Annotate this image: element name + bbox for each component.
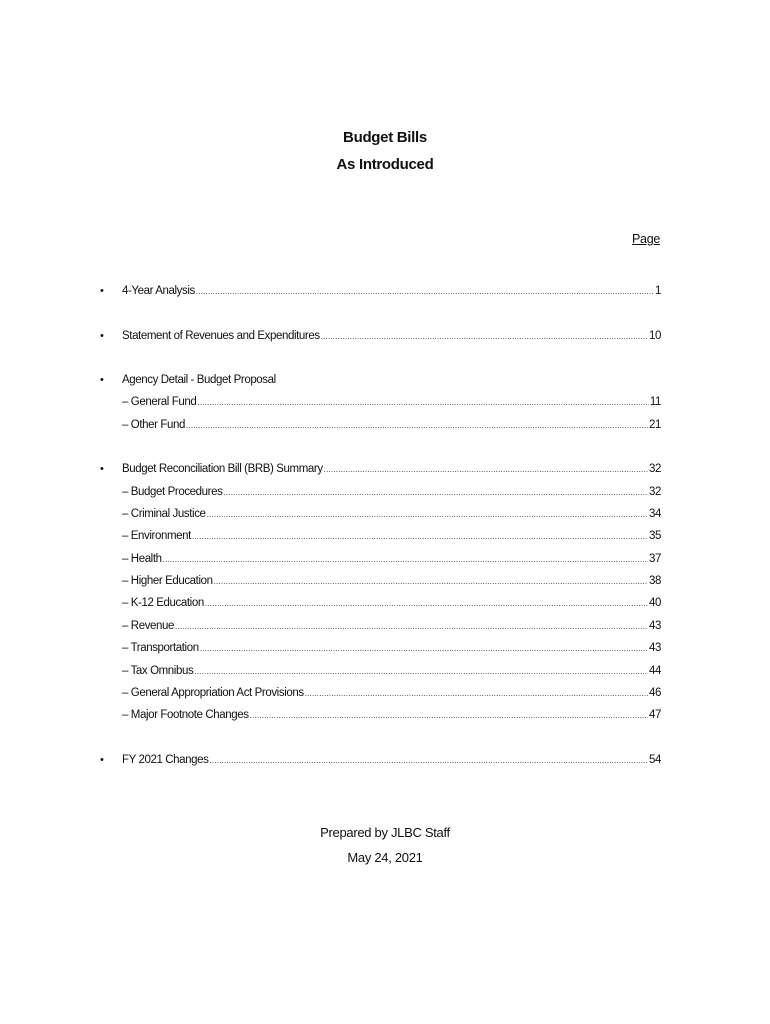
toc-entry-label: Budget Reconciliation Bill (BRB) Summary — [122, 463, 323, 476]
toc-entry-label: – General Fund — [122, 396, 197, 409]
toc-entry — [100, 369, 661, 391]
toc-entry — [100, 324, 661, 346]
toc-entry-content — [122, 620, 661, 632]
toc-entry-page-number: 44 — [649, 664, 661, 677]
dot-leader — [223, 488, 648, 497]
bullet-icon: • — [100, 753, 104, 766]
prepared-by: Prepared by JLBC Staff — [320, 825, 450, 840]
page-column-heading: Page — [632, 232, 660, 246]
toc-entry — [100, 548, 661, 570]
toc-entry-label: – Revenue — [122, 619, 175, 632]
toc-entry-page-number: 10 — [649, 329, 661, 342]
toc-entry-page-number: 32 — [649, 463, 661, 476]
toc-entry-label: 4-Year Analysis — [122, 285, 195, 298]
toc-entry-page-number: 11 — [649, 396, 661, 409]
title-line-1: Budget Bills — [343, 129, 427, 146]
dot-leader — [205, 599, 648, 608]
toc-entry-label: – Environment — [122, 530, 191, 543]
toc-entry-label: – K-12 Education — [122, 597, 204, 610]
toc-entry — [100, 525, 661, 547]
toc-entry-content — [122, 374, 661, 386]
dot-leader — [324, 465, 648, 474]
toc-entry-page-number: 21 — [649, 418, 661, 431]
dot-leader — [163, 555, 648, 564]
toc-entry-label: – Tax Omnibus — [122, 664, 194, 677]
toc-entry-content — [122, 553, 661, 565]
toc-entry — [100, 615, 661, 637]
toc-entry-page-number: 38 — [649, 575, 661, 588]
dot-leader — [186, 421, 648, 430]
dot-leader — [305, 689, 648, 698]
prepared-by-block — [0, 820, 770, 870]
toc-entry-label: Agency Detail - Budget Proposal — [122, 373, 276, 386]
toc-entry — [100, 682, 661, 704]
toc-entry-content — [122, 486, 661, 498]
bullet-icon: • — [100, 285, 104, 298]
toc-entry-content — [122, 508, 661, 520]
toc-entry-label: – Budget Procedures — [122, 485, 223, 498]
toc-entry-label: – General Appropriation Act Provisions — [122, 687, 304, 700]
toc-entry-page-number: 32 — [649, 485, 661, 498]
prepared-date: May 24, 2021 — [347, 850, 423, 865]
toc-entry-page-number: 1 — [655, 285, 661, 298]
toc-entry-content — [122, 396, 661, 408]
toc-entry-page-number: 40 — [649, 597, 661, 610]
dot-leader — [207, 510, 648, 519]
toc-section — [100, 369, 661, 436]
toc-entry — [100, 704, 661, 726]
toc-entry-label: – Criminal Justice — [122, 507, 206, 520]
toc-entry-label: Statement of Revenues and Expenditures — [122, 329, 320, 342]
toc-entry-content — [122, 285, 661, 297]
toc-entry-content — [122, 709, 661, 721]
dot-leader — [175, 622, 648, 631]
toc-entry — [100, 749, 661, 771]
toc-entry-content — [122, 597, 661, 609]
toc-entry-label: – Other Fund — [122, 418, 185, 431]
toc-entry-content — [122, 463, 661, 475]
toc-entry-page-number: 46 — [649, 687, 661, 700]
dot-leader — [214, 577, 648, 586]
toc-entry — [100, 480, 661, 502]
toc-entry-label: – Major Footnote Changes — [122, 709, 249, 722]
toc-entry — [100, 391, 661, 413]
toc-entry-content — [122, 575, 661, 587]
toc-entry — [100, 458, 661, 480]
dot-leader — [200, 644, 648, 653]
toc-entry-label: – Transportation — [122, 642, 199, 655]
toc-entry-content — [122, 665, 661, 677]
toc-entry-label: – Health — [122, 552, 162, 565]
toc-entry — [100, 637, 661, 659]
table-of-contents — [100, 280, 661, 793]
bullet-icon: • — [100, 463, 104, 476]
toc-entry-content — [122, 642, 661, 654]
toc-section — [100, 324, 661, 346]
toc-entry — [100, 570, 661, 592]
toc-entry-content — [122, 419, 661, 431]
dot-leader — [194, 667, 648, 676]
toc-entry — [100, 592, 661, 614]
title-line-2: As Introduced — [336, 156, 434, 173]
toc-section — [100, 458, 661, 727]
toc-entry-label: FY 2021 Changes — [122, 753, 209, 766]
dot-leader — [210, 756, 649, 765]
toc-entry-page-number: 35 — [649, 530, 661, 543]
dot-leader — [192, 532, 648, 541]
toc-section — [100, 280, 661, 302]
dot-leader — [197, 398, 649, 407]
toc-section — [100, 749, 661, 771]
bullet-icon: • — [100, 329, 104, 342]
toc-entry — [100, 659, 661, 681]
document-title — [0, 124, 770, 178]
dot-leader — [250, 711, 648, 720]
toc-entry-content — [122, 687, 661, 699]
toc-entry — [100, 280, 661, 302]
toc-entry-page-number: 43 — [649, 642, 661, 655]
toc-entry-label: – Higher Education — [122, 575, 213, 588]
toc-entry-content — [122, 330, 661, 342]
toc-entry-page-number: 47 — [649, 709, 661, 722]
toc-entry-page-number: 37 — [649, 552, 661, 565]
bullet-icon: • — [100, 373, 104, 386]
dot-leader — [196, 287, 654, 296]
toc-entry-page-number: 43 — [649, 619, 661, 632]
toc-entry-content — [122, 754, 661, 766]
toc-entry-page-number: 54 — [649, 753, 661, 766]
toc-entry-content — [122, 530, 661, 542]
toc-entry-page-number: 34 — [649, 507, 661, 520]
toc-entry — [100, 414, 661, 436]
dot-leader — [321, 332, 648, 341]
toc-entry — [100, 503, 661, 525]
